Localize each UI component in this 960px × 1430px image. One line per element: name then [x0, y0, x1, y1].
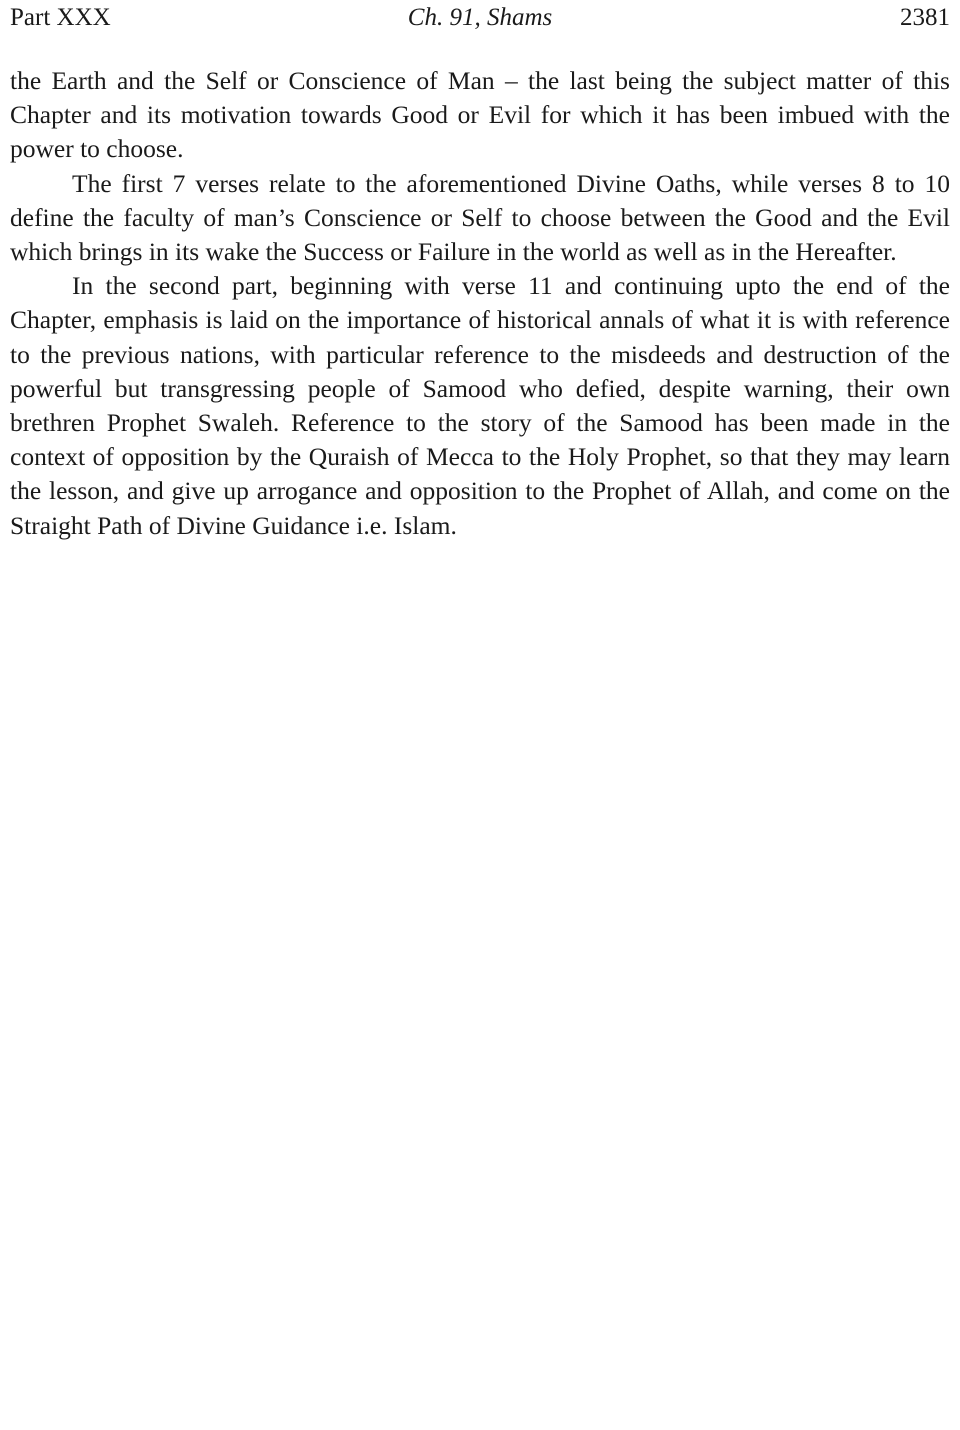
paragraph-verses-overview: The first 7 verses relate to the aforementioned Divine Oaths, while verses 8 to 10 define the faculty of man’s Conscience or Self to choose between the Good and the Evil which brings in its wake the Success or Failure in the world as well as in the Hereafter. — [10, 168, 950, 267]
paragraph-second-part: In the second part, beginning with verse 11 and continuing upto the end of the Chapter, emphasis is laid on the importance of historical annals of what it is with reference to the previous nations, with particular reference to the misdeeds and destruction of the powerful but transgressing people of Samood who defied, despite warning, their own brethren Prophet Swaleh. Reference to the story of the Samood has been made in the context of opposition by the Quraish of Mecca to the Holy Prophet, so that they may learn the lesson, and give up arrogance and opposition to the Prophet of Allah, and come on the Straight Path of Divine Guidance i.e. Islam. — [10, 271, 950, 540]
book-page — [10, 0, 950, 543]
paragraph-continued: the Earth and the Self or Conscience of Man – the last being the subject matter of this Chapter and its motivation towards Good or Evil for which it has been imbued with the power to choose. — [10, 66, 950, 164]
page-number: 2381 — [900, 4, 950, 31]
part-label: Part XXX — [10, 4, 111, 31]
body-text — [10, 64, 950, 543]
chapter-title: Ch. 91, Shams — [407, 4, 553, 31]
running-header — [10, 1, 950, 35]
